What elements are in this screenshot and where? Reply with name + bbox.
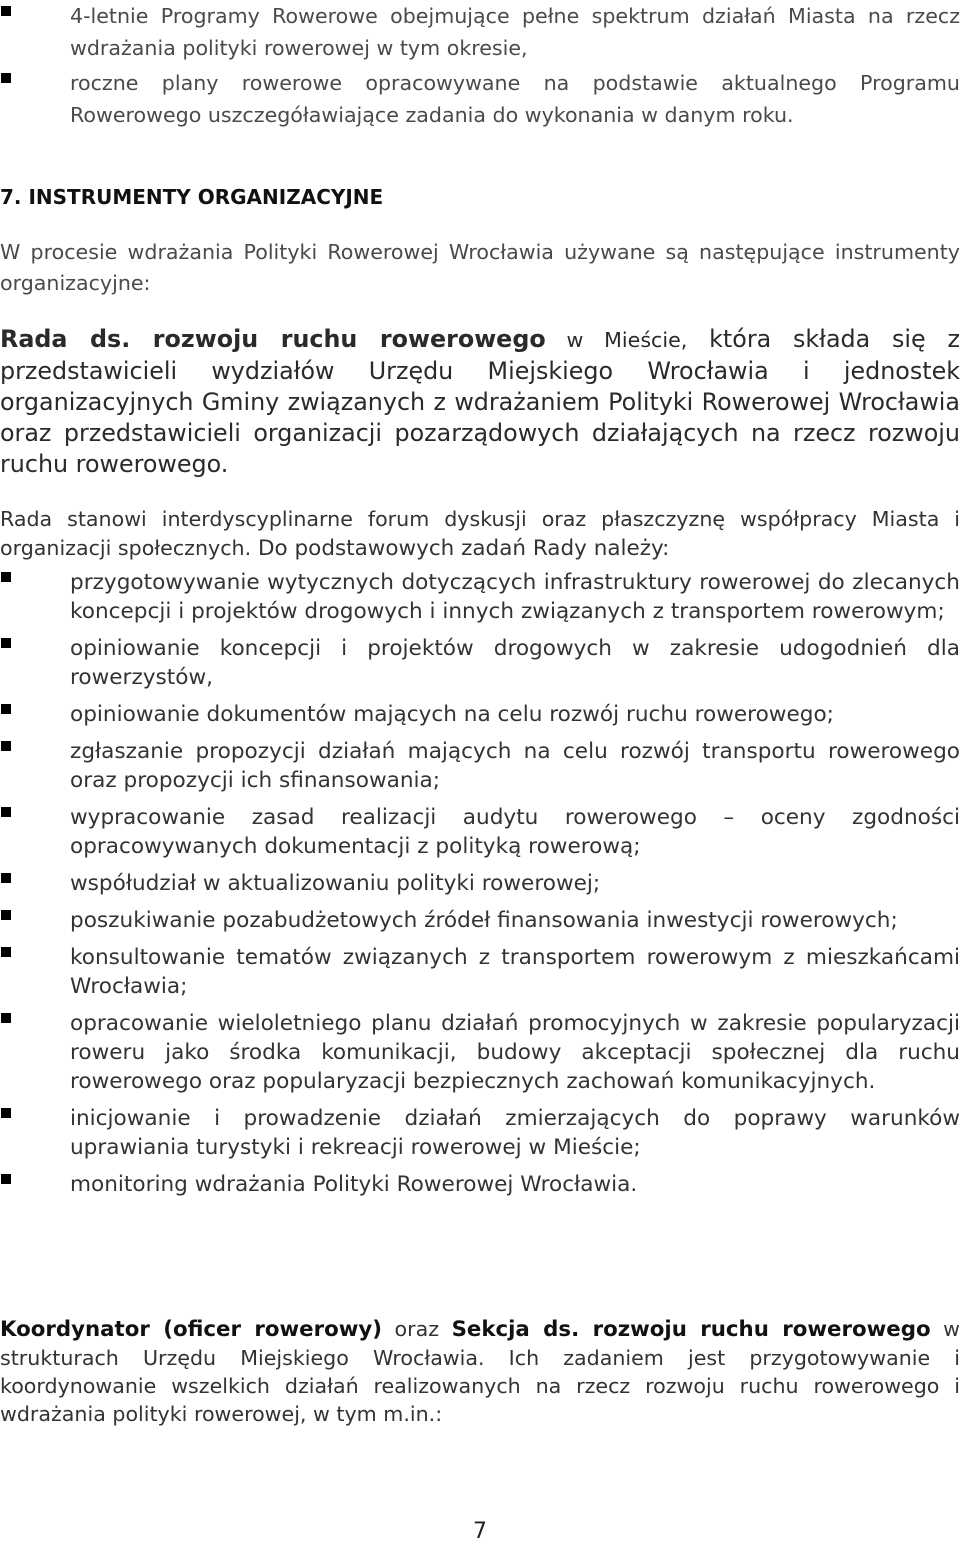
list-item-text: roczne plany rowerowe opracowywane na podstawie aktualnego Programu Rowerowego uszczegóławiające zadania do wykonania w danym roku. (70, 71, 960, 127)
sekcja-bold-label: Sekcja ds. rozwoju ruchu rowerowego (451, 1317, 931, 1342)
koordynator-bold-label: Koordynator (oficer rowerowy) (0, 1317, 383, 1342)
page-number: 7 (473, 1519, 487, 1544)
list-item (0, 1009, 960, 1096)
role-tail-text: Do podstawowych zadań Rady należy: (251, 536, 670, 561)
rada-lead-text: w Mieście, (545, 328, 688, 352)
square-bullet-icon (1, 704, 11, 714)
list-item-text: przygotowywanie wytycznych dotyczących infrastruktury rowerowej do zlecanych koncepcji i projektów drogowych i innych związanych z transportem rowerowym; (70, 570, 960, 624)
square-bullet-icon (1, 947, 11, 957)
role-text: Rada stanowi interdyscyplinarne forum dyskusji oraz płaszczyznę współpracy Miasta i organizacji społecznych. (0, 507, 960, 560)
list-item (0, 869, 960, 898)
koordynator-body-text: w strukturach Urzędu Miejskiego Wrocławia. Ich zadaniem jest przygotowywanie i koordynowanie wszelkich działań realizowanych na rzecz rozwoju ruchu rowerowego i wdrażania polityki rowerowej, w tym m.in.: (0, 1317, 960, 1426)
rada-paragraph (0, 324, 960, 480)
square-bullet-icon (1, 638, 11, 648)
rada-body-text: która składa się z przedstawicieli wydziałów Urzędu Miejskiego Wrocławia i jednostek organizacyjnych Gminy związanych z wdrażaniem Polityki Rowerowej Wrocławia oraz przedstawicieli organizacji pozarządowych działających na rzecz rozwoju ruchu rowerowego. (0, 325, 960, 478)
rada-tasks-list (0, 568, 960, 1207)
square-bullet-icon (1, 1108, 11, 1118)
list-item (0, 568, 960, 626)
program-list (0, 0, 960, 134)
koordynator-paragraph (0, 1315, 960, 1428)
square-bullet-icon (1, 73, 11, 83)
list-item (0, 1170, 960, 1199)
list-item (0, 943, 960, 1001)
square-bullet-icon (1, 741, 11, 751)
square-bullet-icon (1, 910, 11, 920)
role-paragraph (0, 505, 960, 563)
list-item-text: monitoring wdrażania Polityki Rowerowej Wrocławia. (70, 1172, 638, 1197)
square-bullet-icon (1, 807, 11, 817)
list-item-text: poszukiwanie pozabudżetowych źródeł finansowania inwestycji rowerowych; (70, 908, 898, 933)
square-bullet-icon (1, 1174, 11, 1184)
list-item (0, 0, 960, 64)
list-item-text: opiniowanie koncepcji i projektów drogowych w zakresie udogodnień dla rowerzystów, (70, 636, 960, 690)
square-bullet-icon (1, 873, 11, 883)
square-bullet-icon (1, 1013, 11, 1023)
list-item (0, 906, 960, 935)
square-bullet-icon (1, 572, 11, 582)
list-item-text: współudział w aktualizowaniu polityki rowerowej; (70, 871, 601, 896)
rada-bold-label: Rada ds. rozwoju ruchu rowerowego (0, 325, 546, 353)
list-item (0, 1104, 960, 1162)
list-item (0, 700, 960, 729)
list-item (0, 634, 960, 692)
list-item-text: opracowanie wieloletniego planu działań promocyjnych w zakresie popularyzacji roweru jako środka komunikacji, budowy akceptacji społecznej dla ruchu rowerowego oraz popularyzacji bezpiecznych zachowań komunikacyjnych. (70, 1011, 960, 1094)
list-item (0, 737, 960, 795)
list-item (0, 67, 960, 131)
square-bullet-icon (1, 6, 11, 16)
intro-paragraph: W procesie wdrażania Polityki Rowerowej Wrocławia używane są następujące instrumenty organizacyjne: (0, 240, 960, 295)
section-heading: 7. INSTRUMENTY ORGANIZACYJNE (0, 185, 384, 209)
list-item-text: konsultowanie tematów związanych z transportem rowerowym z mieszkańcami Wrocławia; (70, 945, 960, 999)
list-item-text: wypracowanie zasad realizacji audytu rowerowego – oceny zgodności opracowywanych dokumentacji z polityką rowerową; (70, 805, 960, 859)
list-item (0, 803, 960, 861)
list-item-text: opiniowanie dokumentów mających na celu rozwój ruchu rowerowego; (70, 702, 834, 727)
koordynator-mid-text: oraz (382, 1317, 452, 1341)
list-item-text: 4-letnie Programy Rowerowe obejmujące pełne spektrum działań Miasta na rzecz wdrażania polityki rowerowej w tym okresie, (70, 4, 960, 60)
list-item-text: inicjowanie i prowadzenie działań zmierzających do poprawy warunków uprawiania turystyki i rekreacji rowerowej w Mieście; (70, 1106, 960, 1160)
list-item-text: zgłaszanie propozycji działań mających na celu rozwój transportu rowerowego oraz propozycji ich sfinansowania; (70, 739, 960, 793)
